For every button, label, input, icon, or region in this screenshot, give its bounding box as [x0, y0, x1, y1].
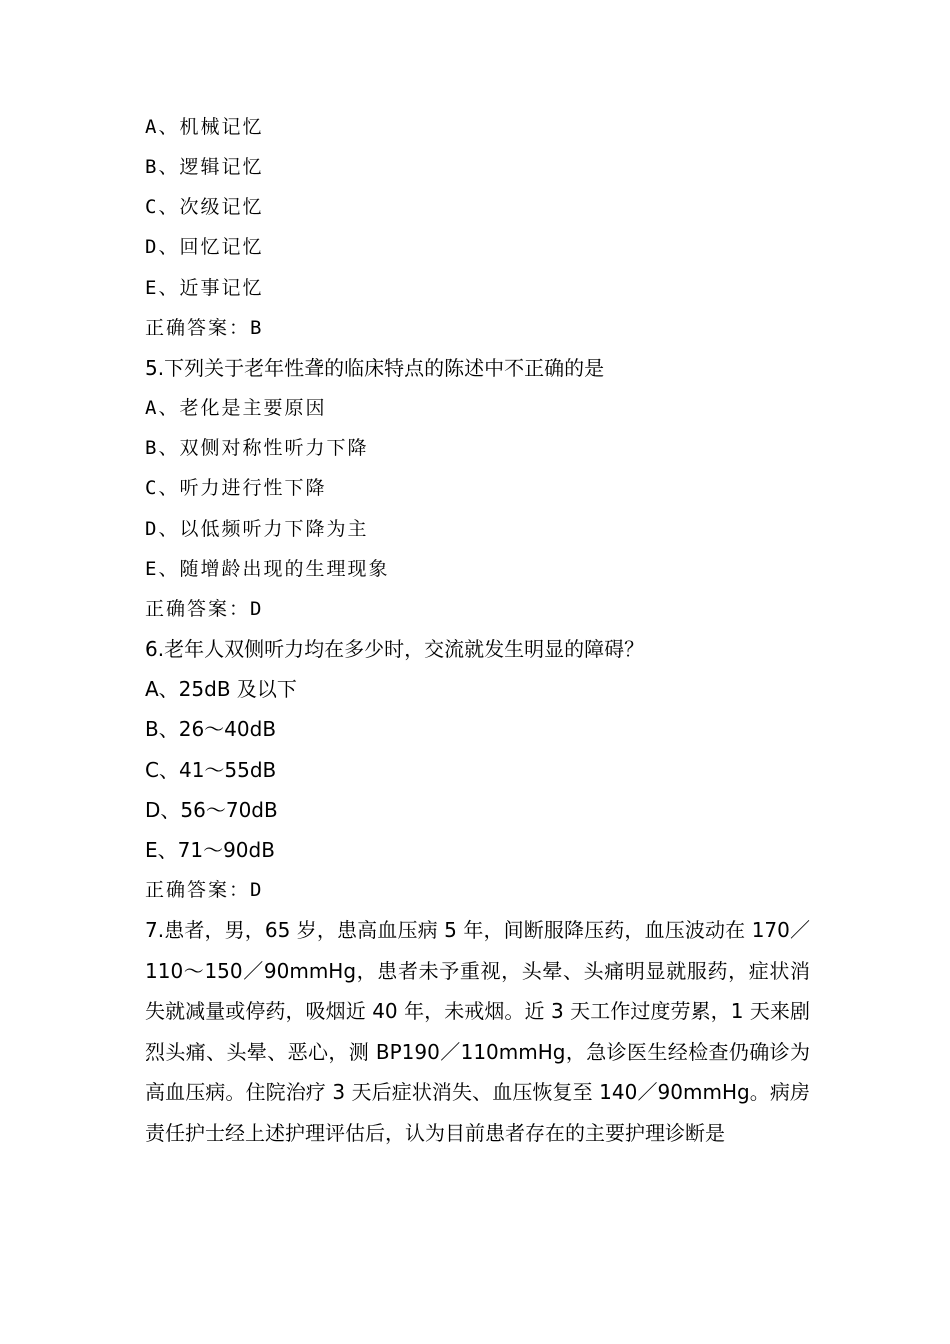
q5-option-b: B、双侧对称性听力下降: [145, 437, 369, 459]
q6-option-b: B、26～40dB: [145, 717, 277, 741]
q5-option-a: A、老化是主要原因: [145, 397, 327, 419]
q5-option-c: C、听力进行性下降: [145, 477, 327, 499]
option-e: E、近事记忆: [145, 277, 264, 299]
q6-option-c: C、41～55dB: [145, 758, 277, 782]
option-c: C、次级记忆: [145, 196, 264, 218]
q5-answer: 正确答案：D: [145, 598, 264, 620]
option-b: B、逻辑记忆: [145, 156, 264, 178]
q5-option-d: D、以低频听力下降为主: [145, 518, 369, 540]
q5-option-e: E、随增龄出现的生理现象: [145, 558, 390, 580]
option-a: A、机械记忆: [145, 116, 264, 138]
question-6-stem: 6.老年人双侧听力均在多少时，交流就发生明显的障碍？: [145, 637, 645, 661]
q6-option-e: E、71～90dB: [145, 838, 275, 862]
q6-option-a: A、25dB 及以下: [145, 677, 297, 701]
question-7-stem: 7.患者，男，65 岁，患高血压病 5 年，间断服降压药，血压波动在 170／110～150／90mmHg，患者未予重视，头晕、头痛明显就服药，症状消失就减量或停药，吸烟近 40 年，未戒烟。近 3 天工作过度劳累，1 天来剧烈头痛、头晕、恶心，测 BP190／110mmHg，急诊医生经检查仍确诊为高血压病。住院治疗 3 天后症状消失、血压恢复至 140／90mmHg。病房责任护士经上述护理评估后，认为目前患者存在的主要护理诊断是: [145, 918, 810, 1145]
q6-answer: 正确答案：D: [145, 879, 264, 901]
question-5-stem: 5.下列关于老年性聋的临床特点的陈述中不正确的是: [145, 356, 605, 380]
q6-option-d: D、56～70dB: [145, 798, 278, 822]
option-d: D、回忆记忆: [145, 236, 264, 258]
answer-line: 正确答案：B: [145, 317, 264, 339]
